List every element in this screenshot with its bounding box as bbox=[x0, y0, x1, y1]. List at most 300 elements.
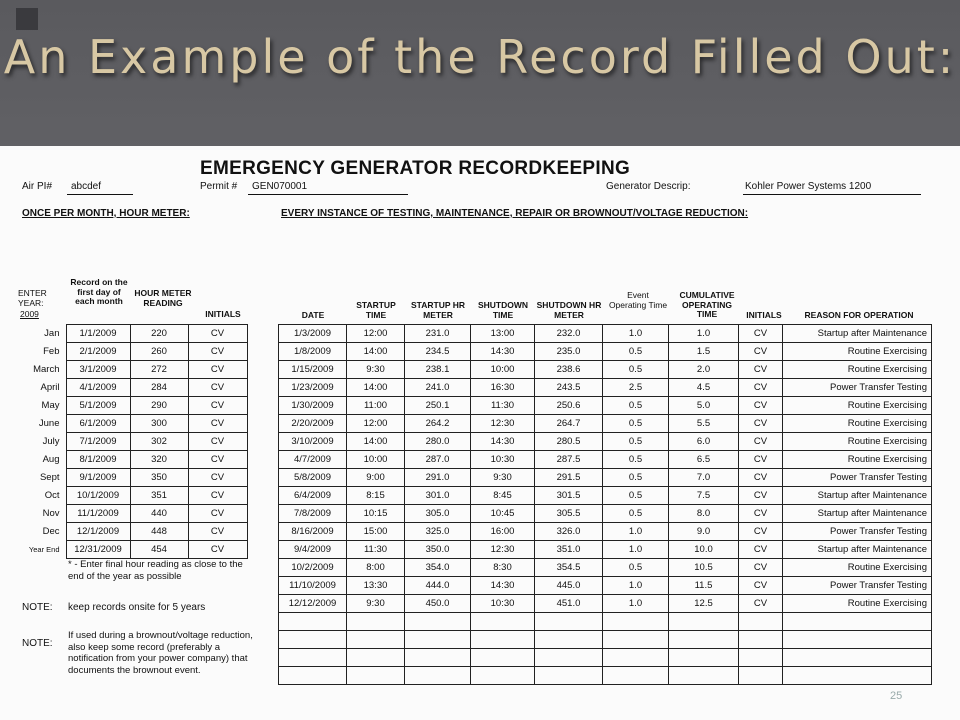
monthly-row bbox=[16, 433, 247, 451]
slide-corner-bullet bbox=[16, 8, 38, 30]
log-row bbox=[279, 433, 932, 451]
log-row bbox=[279, 523, 932, 541]
startup-hr-cell: 231.0 bbox=[405, 325, 471, 343]
month-label-cell: April bbox=[40, 382, 60, 393]
date-cell: 12/12/2009 bbox=[279, 595, 347, 613]
monthly-row bbox=[16, 469, 247, 487]
shutdown-hr-cell bbox=[535, 613, 603, 631]
startup-time-cell: 8:15 bbox=[347, 487, 405, 505]
monthly-row bbox=[16, 379, 247, 397]
monthly-row bbox=[16, 541, 247, 559]
blank-log-row bbox=[279, 631, 932, 649]
date-cell: 1/23/2009 bbox=[279, 379, 347, 397]
startup-hr-cell bbox=[405, 649, 471, 667]
initials-cell: CV bbox=[188, 325, 247, 343]
hour-reading-cell: 300 bbox=[130, 415, 188, 433]
startup-hr-cell bbox=[405, 613, 471, 631]
event-time-cell bbox=[603, 649, 669, 667]
shutdown-hr-cell: 250.6 bbox=[535, 397, 603, 415]
shutdown-time-cell: 11:30 bbox=[471, 397, 535, 415]
cumulative-time-cell: 7.0 bbox=[669, 469, 739, 487]
date-cell: 11/10/2009 bbox=[279, 577, 347, 595]
blank-log-row bbox=[279, 613, 932, 631]
monthly-row bbox=[16, 415, 247, 433]
shutdown-hr-cell: 354.5 bbox=[535, 559, 603, 577]
hour-reading-cell: 454 bbox=[130, 541, 188, 559]
record-date-cell: 5/1/2009 bbox=[66, 397, 130, 415]
month-label-cell: Year End bbox=[28, 545, 60, 554]
date-cell: 10/2/2009 bbox=[279, 559, 347, 577]
startup-hr-cell: 241.0 bbox=[405, 379, 471, 397]
shutdown-time-cell: 12:30 bbox=[471, 541, 535, 559]
initials-cell: CV bbox=[739, 361, 783, 379]
month-label-cell: Aug bbox=[42, 454, 60, 465]
reason-cell: Routine Exercising bbox=[783, 397, 932, 415]
monthly-row bbox=[16, 361, 247, 379]
initials-cell: CV bbox=[739, 595, 783, 613]
startup-hr-cell: 280.0 bbox=[405, 433, 471, 451]
initials-cell: CV bbox=[739, 343, 783, 361]
log-row bbox=[279, 361, 932, 379]
initials-cell: CV bbox=[739, 325, 783, 343]
initials-cell: CV bbox=[188, 505, 247, 523]
instance-heading: EVERY INSTANCE OF TESTING, MAINTENANCE, REPAIR OR BROWNOUT/VOLTAGE REDUCTION: bbox=[281, 208, 749, 219]
initials-cell bbox=[739, 631, 783, 649]
shutdown-time-cell: 12:30 bbox=[471, 415, 535, 433]
record-date-cell: 4/1/2009 bbox=[66, 379, 130, 397]
initials-cell: CV bbox=[739, 451, 783, 469]
month-label-cell: July bbox=[42, 436, 60, 447]
initials-cell: CV bbox=[739, 577, 783, 595]
startup-hr-cell bbox=[405, 631, 471, 649]
shutdown-time-cell: 16:30 bbox=[471, 379, 535, 397]
startup-time-cell: 11:30 bbox=[347, 541, 405, 559]
air-pi-value: abcdef bbox=[71, 181, 102, 192]
record-date-cell: 8/1/2009 bbox=[66, 451, 130, 469]
permit-value: GEN070001 bbox=[252, 181, 308, 192]
shutdown-hr-cell: 235.0 bbox=[535, 343, 603, 361]
cumulative-time-cell: 4.5 bbox=[669, 379, 739, 397]
permit-underline bbox=[248, 194, 408, 195]
startup-hr-cell: 234.5 bbox=[405, 343, 471, 361]
shutdown-hr-cell: 351.0 bbox=[535, 541, 603, 559]
event-time-cell: 1.0 bbox=[603, 577, 669, 595]
initials-cell: CV bbox=[188, 523, 247, 541]
reason-cell bbox=[783, 649, 932, 667]
event-time-header: Event Operating Time bbox=[608, 290, 668, 310]
reason-cell: Startup after Maintenance bbox=[783, 505, 932, 523]
initials-cell: CV bbox=[188, 415, 247, 433]
event-time-cell: 0.5 bbox=[603, 343, 669, 361]
date-cell: 9/4/2009 bbox=[279, 541, 347, 559]
hour-reading-cell: 290 bbox=[130, 397, 188, 415]
shutdown-hr-cell bbox=[535, 649, 603, 667]
event-time-cell: 0.5 bbox=[603, 361, 669, 379]
cumulative-time-cell: 8.0 bbox=[669, 505, 739, 523]
reason-cell: Routine Exercising bbox=[783, 595, 932, 613]
shutdown-hr-cell: 243.5 bbox=[535, 379, 603, 397]
hour-meter-header: HOUR METER READING bbox=[134, 288, 192, 308]
initials-cell: CV bbox=[188, 343, 247, 361]
slide-title: An Example of the Record Filled Out: bbox=[3, 30, 957, 84]
shutdown-hr-cell: 326.0 bbox=[535, 523, 603, 541]
reason-cell: Startup after Maintenance bbox=[783, 541, 932, 559]
log-row bbox=[279, 415, 932, 433]
event-time-cell: 0.5 bbox=[603, 505, 669, 523]
reason-cell: Startup after Maintenance bbox=[783, 325, 932, 343]
date-cell: 5/8/2009 bbox=[279, 469, 347, 487]
date-cell bbox=[279, 613, 347, 631]
record-date-cell: 12/1/2009 bbox=[66, 523, 130, 541]
shutdown-hr-cell: 238.6 bbox=[535, 361, 603, 379]
month-label-cell: May bbox=[41, 400, 60, 411]
initials-cell: CV bbox=[739, 397, 783, 415]
shutdown-hr-cell: 305.5 bbox=[535, 505, 603, 523]
cumulative-time-cell: 5.5 bbox=[669, 415, 739, 433]
shutdown-time-cell: 13:00 bbox=[471, 325, 535, 343]
cumulative-time-cell: 6.0 bbox=[669, 433, 739, 451]
monthly-row bbox=[16, 325, 247, 343]
date-cell: 8/16/2009 bbox=[279, 523, 347, 541]
permit-label: Permit # bbox=[200, 181, 238, 192]
reason-cell bbox=[783, 631, 932, 649]
reason-cell: Startup after Maintenance bbox=[783, 487, 932, 505]
event-time-cell: 2.5 bbox=[603, 379, 669, 397]
generator-underline bbox=[743, 194, 921, 195]
initials-cell: CV bbox=[739, 379, 783, 397]
initials-cell: CV bbox=[739, 415, 783, 433]
event-time-cell: 1.0 bbox=[603, 541, 669, 559]
startup-time-cell: 13:30 bbox=[347, 577, 405, 595]
initials-cell: CV bbox=[739, 559, 783, 577]
cumulative-time-cell bbox=[669, 631, 739, 649]
startup-time-cell: 15:00 bbox=[347, 523, 405, 541]
monthly-hour-meter-table bbox=[16, 324, 248, 559]
instance-initials-header: INITIALS bbox=[746, 310, 782, 320]
date-cell: 1/15/2009 bbox=[279, 361, 347, 379]
record-header: Record on the first day of each month bbox=[70, 277, 128, 306]
shutdown-time-cell: 10:00 bbox=[471, 361, 535, 379]
startup-time-cell: 14:00 bbox=[347, 343, 405, 361]
shutdown-hr-cell: 291.5 bbox=[535, 469, 603, 487]
startup-time-cell: 8:00 bbox=[347, 559, 405, 577]
shutdown-hr-cell: 301.5 bbox=[535, 487, 603, 505]
month-label-cell: March bbox=[33, 364, 60, 375]
event-time-cell: 0.5 bbox=[603, 433, 669, 451]
generator-value: Kohler Power Systems 1200 bbox=[745, 181, 872, 192]
shutdown-time-cell: 14:30 bbox=[471, 343, 535, 361]
cumulative-time-cell: 2.0 bbox=[669, 361, 739, 379]
month-label-cell: Oct bbox=[44, 490, 60, 501]
date-header: DATE bbox=[301, 310, 325, 320]
page-number: 25 bbox=[890, 690, 903, 702]
reason-cell: Routine Exercising bbox=[783, 451, 932, 469]
event-time-cell: 1.0 bbox=[603, 325, 669, 343]
shutdown-time-header: SHUTDOWN TIME bbox=[477, 300, 529, 320]
initials-cell: CV bbox=[188, 541, 247, 559]
cumulative-time-cell: 10.0 bbox=[669, 541, 739, 559]
startup-hr-cell: 325.0 bbox=[405, 523, 471, 541]
shutdown-hr-header: SHUTDOWN HR METER bbox=[536, 300, 602, 320]
hour-reading-cell: 220 bbox=[130, 325, 188, 343]
cumulative-time-cell: 1.0 bbox=[669, 325, 739, 343]
log-row bbox=[279, 343, 932, 361]
month-label-cell: Jan bbox=[44, 328, 60, 339]
cumulative-time-cell bbox=[669, 667, 739, 685]
startup-time-cell bbox=[347, 649, 405, 667]
hour-reading-cell: 260 bbox=[130, 343, 188, 361]
date-cell: 6/4/2009 bbox=[279, 487, 347, 505]
log-row bbox=[279, 505, 932, 523]
shutdown-hr-cell bbox=[535, 667, 603, 685]
record-date-cell: 3/1/2009 bbox=[66, 361, 130, 379]
initials-cell: CV bbox=[739, 433, 783, 451]
date-cell bbox=[279, 631, 347, 649]
startup-hr-cell: 354.0 bbox=[405, 559, 471, 577]
note-2-label: NOTE: bbox=[22, 638, 53, 649]
reason-cell: Routine Exercising bbox=[783, 433, 932, 451]
cumulative-time-cell: 9.0 bbox=[669, 523, 739, 541]
event-time-cell bbox=[603, 631, 669, 649]
startup-time-cell: 11:00 bbox=[347, 397, 405, 415]
reason-cell: Routine Exercising bbox=[783, 361, 932, 379]
cumulative-time-cell: 7.5 bbox=[669, 487, 739, 505]
record-date-cell: 11/1/2009 bbox=[66, 505, 130, 523]
record-date-cell: 10/1/2009 bbox=[66, 487, 130, 505]
initials-cell: CV bbox=[739, 487, 783, 505]
shutdown-time-cell bbox=[471, 667, 535, 685]
startup-hr-cell: 287.0 bbox=[405, 451, 471, 469]
date-cell: 3/10/2009 bbox=[279, 433, 347, 451]
note-1-label: NOTE: bbox=[22, 602, 53, 613]
startup-hr-cell: 444.0 bbox=[405, 577, 471, 595]
startup-time-cell: 14:00 bbox=[347, 433, 405, 451]
startup-hr-cell: 450.0 bbox=[405, 595, 471, 613]
log-row bbox=[279, 379, 932, 397]
initials-cell bbox=[739, 649, 783, 667]
hour-reading-cell: 302 bbox=[130, 433, 188, 451]
shutdown-time-cell: 10:30 bbox=[471, 595, 535, 613]
log-row bbox=[279, 559, 932, 577]
operation-log-table bbox=[278, 324, 932, 685]
cumulative-time-cell: 10.5 bbox=[669, 559, 739, 577]
month-label-cell: June bbox=[38, 418, 60, 429]
reason-cell: Routine Exercising bbox=[783, 343, 932, 361]
monthly-row bbox=[16, 523, 247, 541]
event-time-cell: 1.0 bbox=[603, 523, 669, 541]
form-title: EMERGENCY GENERATOR RECORDKEEPING bbox=[200, 158, 631, 179]
shutdown-hr-cell: 287.5 bbox=[535, 451, 603, 469]
reason-cell: Power Transfer Testing bbox=[783, 577, 932, 595]
log-row bbox=[279, 325, 932, 343]
shutdown-time-cell: 16:00 bbox=[471, 523, 535, 541]
record-date-cell: 9/1/2009 bbox=[66, 469, 130, 487]
startup-time-cell bbox=[347, 613, 405, 631]
record-date-cell: 12/31/2009 bbox=[66, 541, 130, 559]
shutdown-time-cell: 9:30 bbox=[471, 469, 535, 487]
startup-hr-cell: 238.1 bbox=[405, 361, 471, 379]
initials-cell: CV bbox=[188, 469, 247, 487]
reason-cell bbox=[783, 613, 932, 631]
log-row bbox=[279, 595, 932, 613]
startup-time-cell: 12:00 bbox=[347, 415, 405, 433]
log-row bbox=[279, 577, 932, 595]
date-cell: 1/3/2009 bbox=[279, 325, 347, 343]
event-time-cell bbox=[603, 613, 669, 631]
note-2-text: If used during a brownout/voltage reduction, also keep some record (preferably a notification from your power company) that documents the brownout event. bbox=[68, 630, 253, 676]
date-cell bbox=[279, 649, 347, 667]
event-time-cell: 0.5 bbox=[603, 397, 669, 415]
monthly-row bbox=[16, 397, 247, 415]
generator-label: Generator Descrip: bbox=[606, 181, 691, 192]
cumulative-time-cell: 11.5 bbox=[669, 577, 739, 595]
reason-cell: Routine Exercising bbox=[783, 559, 932, 577]
startup-hr-cell: 264.2 bbox=[405, 415, 471, 433]
initials-cell: CV bbox=[188, 451, 247, 469]
date-cell: 2/20/2009 bbox=[279, 415, 347, 433]
footnote: * - Enter final hour reading as close to the end of the year as possible bbox=[68, 559, 243, 582]
cumulative-header: CUMULATIVE OPERATING TIME bbox=[679, 290, 735, 319]
hour-reading-cell: 284 bbox=[130, 379, 188, 397]
hour-reading-cell: 320 bbox=[130, 451, 188, 469]
air-pi-underline bbox=[67, 194, 133, 195]
reason-cell: Power Transfer Testing bbox=[783, 379, 932, 397]
monthly-row bbox=[16, 487, 247, 505]
monthly-row bbox=[16, 343, 247, 361]
reason-cell: Routine Exercising bbox=[783, 415, 932, 433]
startup-hr-header: STARTUP HR METER bbox=[411, 300, 465, 320]
blank-log-row bbox=[279, 667, 932, 685]
initials-cell: CV bbox=[739, 541, 783, 559]
hour-reading-cell: 440 bbox=[130, 505, 188, 523]
shutdown-hr-cell bbox=[535, 631, 603, 649]
startup-hr-cell: 305.0 bbox=[405, 505, 471, 523]
event-time-cell bbox=[603, 667, 669, 685]
initials-cell: CV bbox=[188, 361, 247, 379]
reason-header: REASON FOR OPERATION bbox=[804, 310, 914, 320]
startup-time-cell: 9:00 bbox=[347, 469, 405, 487]
log-row bbox=[279, 451, 932, 469]
hour-reading-cell: 351 bbox=[130, 487, 188, 505]
event-time-cell: 0.5 bbox=[603, 469, 669, 487]
shutdown-hr-cell: 232.0 bbox=[535, 325, 603, 343]
event-time-cell: 0.5 bbox=[603, 451, 669, 469]
hour-reading-cell: 448 bbox=[130, 523, 188, 541]
enter-year-value: 2009 bbox=[20, 309, 39, 319]
shutdown-hr-cell: 264.7 bbox=[535, 415, 603, 433]
startup-time-cell bbox=[347, 631, 405, 649]
event-time-cell: 0.5 bbox=[603, 487, 669, 505]
month-label-cell: Feb bbox=[43, 346, 60, 357]
initials-cell bbox=[739, 667, 783, 685]
startup-time-cell: 10:15 bbox=[347, 505, 405, 523]
event-time-cell: 1.0 bbox=[603, 595, 669, 613]
record-date-cell: 2/1/2009 bbox=[66, 343, 130, 361]
initials-cell: CV bbox=[188, 487, 247, 505]
startup-hr-cell: 301.0 bbox=[405, 487, 471, 505]
reason-cell: Power Transfer Testing bbox=[783, 523, 932, 541]
blank-log-row bbox=[279, 649, 932, 667]
log-row bbox=[279, 541, 932, 559]
air-pi-label: Air PI# bbox=[22, 181, 53, 192]
initials-cell: CV bbox=[739, 505, 783, 523]
cumulative-time-cell bbox=[669, 649, 739, 667]
startup-time-cell: 12:00 bbox=[347, 325, 405, 343]
shutdown-time-cell: 14:30 bbox=[471, 433, 535, 451]
shutdown-hr-cell: 445.0 bbox=[535, 577, 603, 595]
date-cell: 1/8/2009 bbox=[279, 343, 347, 361]
shutdown-time-cell: 8:45 bbox=[471, 487, 535, 505]
shutdown-time-cell bbox=[471, 649, 535, 667]
date-cell: 1/30/2009 bbox=[279, 397, 347, 415]
reason-cell: Power Transfer Testing bbox=[783, 469, 932, 487]
record-date-cell: 6/1/2009 bbox=[66, 415, 130, 433]
cumulative-time-cell bbox=[669, 613, 739, 631]
monthly-row bbox=[16, 505, 247, 523]
cumulative-time-cell: 12.5 bbox=[669, 595, 739, 613]
monthly-row bbox=[16, 451, 247, 469]
date-cell bbox=[279, 667, 347, 685]
shutdown-hr-cell: 280.5 bbox=[535, 433, 603, 451]
month-label-cell: Dec bbox=[42, 526, 60, 537]
startup-hr-cell: 350.0 bbox=[405, 541, 471, 559]
date-cell: 4/7/2009 bbox=[279, 451, 347, 469]
shutdown-hr-cell: 451.0 bbox=[535, 595, 603, 613]
monthly-initials-header: INITIALS bbox=[205, 309, 241, 319]
month-label-cell: Sept bbox=[39, 472, 60, 483]
initials-cell: CV bbox=[188, 433, 247, 451]
startup-time-cell bbox=[347, 667, 405, 685]
shutdown-time-cell bbox=[471, 613, 535, 631]
log-row bbox=[279, 469, 932, 487]
initials-cell: CV bbox=[188, 379, 247, 397]
shutdown-time-cell: 14:30 bbox=[471, 577, 535, 595]
hour-reading-cell: 350 bbox=[130, 469, 188, 487]
startup-time-cell: 10:00 bbox=[347, 451, 405, 469]
startup-hr-cell: 250.1 bbox=[405, 397, 471, 415]
initials-cell bbox=[739, 613, 783, 631]
initials-cell: CV bbox=[739, 469, 783, 487]
event-time-cell: 0.5 bbox=[603, 415, 669, 433]
enter-year-label: ENTER YEAR: bbox=[18, 288, 47, 308]
date-cell: 7/8/2009 bbox=[279, 505, 347, 523]
log-row bbox=[279, 397, 932, 415]
startup-time-cell: 9:30 bbox=[347, 595, 405, 613]
shutdown-time-cell: 8:30 bbox=[471, 559, 535, 577]
note-1-text: keep records onsite for 5 years bbox=[68, 602, 206, 613]
shutdown-time-cell: 10:30 bbox=[471, 451, 535, 469]
initials-cell: CV bbox=[188, 397, 247, 415]
cumulative-time-cell: 1.5 bbox=[669, 343, 739, 361]
startup-hr-cell: 291.0 bbox=[405, 469, 471, 487]
startup-hr-cell bbox=[405, 667, 471, 685]
startup-time-header: STARTUP TIME bbox=[356, 300, 396, 320]
hour-reading-cell: 272 bbox=[130, 361, 188, 379]
log-row bbox=[279, 487, 932, 505]
cumulative-time-cell: 5.0 bbox=[669, 397, 739, 415]
month-label-cell: Nov bbox=[42, 508, 60, 519]
record-date-cell: 7/1/2009 bbox=[66, 433, 130, 451]
monthly-heading: ONCE PER MONTH, HOUR METER: bbox=[22, 208, 190, 219]
startup-time-cell: 14:00 bbox=[347, 379, 405, 397]
startup-time-cell: 9:30 bbox=[347, 361, 405, 379]
cumulative-time-cell: 6.5 bbox=[669, 451, 739, 469]
initials-cell: CV bbox=[739, 523, 783, 541]
shutdown-time-cell bbox=[471, 631, 535, 649]
record-date-cell: 1/1/2009 bbox=[66, 325, 130, 343]
event-time-cell: 0.5 bbox=[603, 559, 669, 577]
reason-cell bbox=[783, 667, 932, 685]
